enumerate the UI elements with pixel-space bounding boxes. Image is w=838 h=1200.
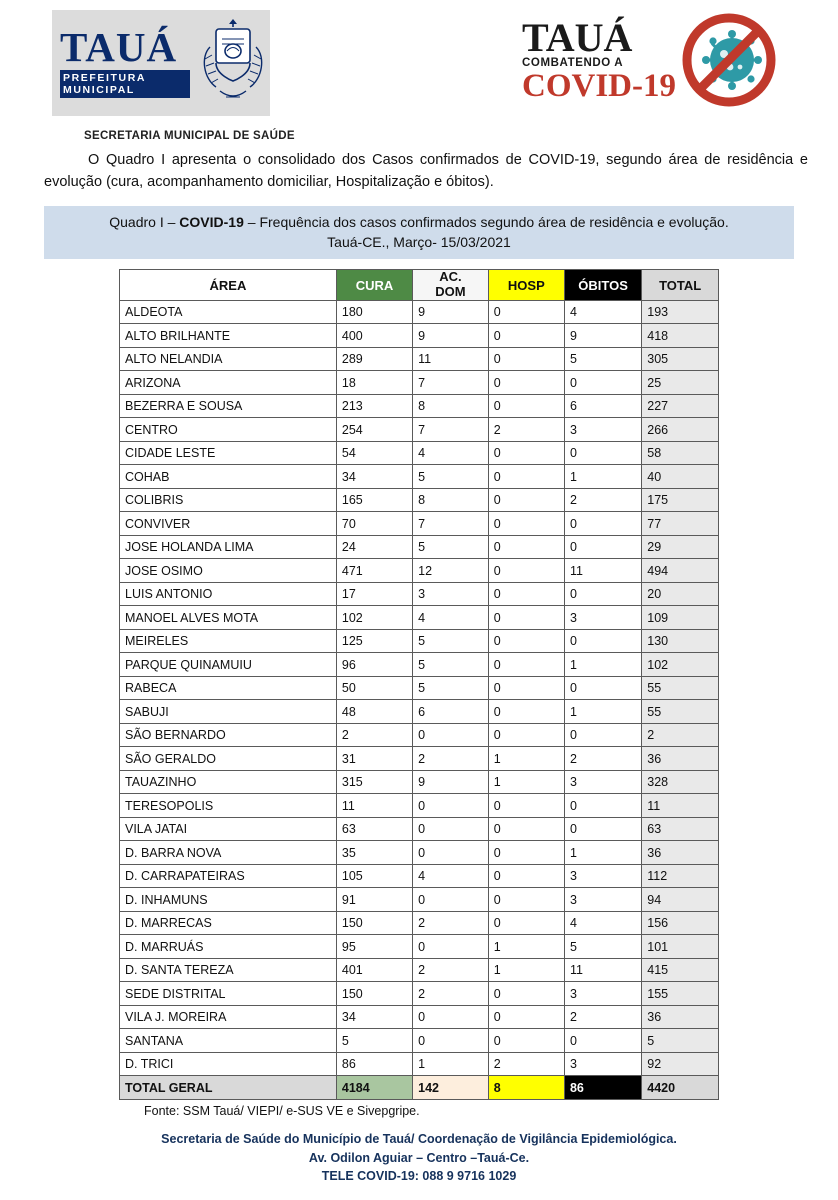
cell-value: 0	[488, 535, 564, 559]
cell-area: D. INHAMUNS	[120, 888, 337, 912]
cell-value: 1	[488, 935, 564, 959]
cell-value: 1	[488, 770, 564, 794]
table-row	[120, 935, 719, 959]
cell-value: 35	[336, 841, 412, 865]
cell-value: 95	[336, 935, 412, 959]
cell-value: 11	[642, 794, 719, 818]
cell-value: 40	[642, 465, 719, 489]
cell-value: 0	[488, 559, 564, 583]
document-footer	[26, 1130, 812, 1186]
cell-value: 0	[488, 347, 564, 371]
cell-value: 25	[642, 371, 719, 395]
cell-value: 0	[564, 817, 641, 841]
cell-value: 289	[336, 347, 412, 371]
total-row-value: 4184	[336, 1076, 412, 1100]
virus-prohibited-icon	[680, 12, 778, 110]
cell-area: ALTO NELANDIA	[120, 347, 337, 371]
cell-value: 2	[413, 982, 489, 1006]
cell-value: 36	[642, 841, 719, 865]
quadro-suffix: – Frequência dos casos confirmados segundo área de residência e evolução.	[243, 213, 729, 230]
cell-value: 11	[336, 794, 412, 818]
table-row	[120, 300, 719, 324]
cell-area: ALDEOTA	[120, 300, 337, 324]
cell-area: COHAB	[120, 465, 337, 489]
cell-value: 5	[413, 653, 489, 677]
cell-value: 34	[336, 1005, 412, 1029]
total-row-value: 4420	[642, 1076, 719, 1100]
cell-area: COLIBRIS	[120, 488, 337, 512]
prefeitura-logo-city: TAUÁ	[60, 24, 178, 71]
table-row	[120, 817, 719, 841]
cell-area: BEZERRA E SOUSA	[120, 394, 337, 418]
cell-value: 2	[336, 723, 412, 747]
intro-text: O Quadro I apresenta o consolidado dos Casos confirmados de COVID-19, segundo área de residência e evolução (cura, acompanhamento domiciliar, Hospitalização e óbitos).	[44, 152, 808, 190]
cell-value: 0	[564, 1029, 641, 1053]
cell-area: SABUJI	[120, 700, 337, 724]
cell-value: 125	[336, 629, 412, 653]
cell-value: 0	[564, 441, 641, 465]
cell-area: CENTRO	[120, 418, 337, 442]
cell-value: 0	[413, 1029, 489, 1053]
cell-value: 0	[488, 864, 564, 888]
cell-value: 175	[642, 488, 719, 512]
table-row	[120, 418, 719, 442]
cell-area: ALTO BRILHANTE	[120, 324, 337, 348]
cell-area: LUIS ANTONIO	[120, 582, 337, 606]
cell-area: MEIRELES	[120, 629, 337, 653]
table-row	[120, 606, 719, 630]
cell-value: 4	[413, 606, 489, 630]
cell-value: 31	[336, 747, 412, 771]
table-row	[120, 512, 719, 536]
cell-value: 11	[413, 347, 489, 371]
cell-value: 0	[564, 794, 641, 818]
table-row	[120, 371, 719, 395]
cell-area: SANTANA	[120, 1029, 337, 1053]
cell-value: 4	[564, 300, 641, 324]
table-row	[120, 1005, 719, 1029]
cell-value: 0	[488, 676, 564, 700]
table-row	[120, 982, 719, 1006]
cell-area: D. CARRAPATEIRAS	[120, 864, 337, 888]
cell-value: 494	[642, 559, 719, 583]
footer-line-1: Secretaria de Saúde do Município de Tauá/ Coordenação de Vigilância Epidemiológica.	[161, 1131, 677, 1146]
cell-area: SÃO GERALDO	[120, 747, 337, 771]
cell-value: 315	[336, 770, 412, 794]
cell-value: 18	[336, 371, 412, 395]
cell-value: 155	[642, 982, 719, 1006]
cell-value: 150	[336, 911, 412, 935]
table-row	[120, 1052, 719, 1076]
table-row	[120, 676, 719, 700]
cell-value: 0	[488, 888, 564, 912]
cell-value: 1	[564, 841, 641, 865]
cell-area: JOSE HOLANDA LIMA	[120, 535, 337, 559]
cell-value: 401	[336, 958, 412, 982]
cell-area: CIDADE LESTE	[120, 441, 337, 465]
table-row	[120, 841, 719, 865]
cell-area: SÃO BERNARDO	[120, 723, 337, 747]
cell-value: 227	[642, 394, 719, 418]
table-row	[120, 747, 719, 771]
cell-value: 11	[564, 559, 641, 583]
table-row	[120, 700, 719, 724]
cell-value: 0	[488, 441, 564, 465]
cell-value: 5	[413, 676, 489, 700]
total-row-value: 86	[564, 1076, 641, 1100]
cell-value: 5	[564, 347, 641, 371]
cell-value: 0	[488, 1029, 564, 1053]
cell-value: 0	[564, 512, 641, 536]
campaign-line3: COVID-19	[522, 68, 676, 104]
column-header-cura: CURA	[336, 270, 412, 301]
total-row-value: 8	[488, 1076, 564, 1100]
cell-value: 0	[413, 841, 489, 865]
cell-value: 70	[336, 512, 412, 536]
cell-value: 54	[336, 441, 412, 465]
cell-value: 58	[642, 441, 719, 465]
cell-value: 0	[488, 371, 564, 395]
cell-value: 36	[642, 1005, 719, 1029]
cell-area: MANOEL ALVES MOTA	[120, 606, 337, 630]
total-row-label: TOTAL GERAL	[120, 1076, 337, 1100]
table-row	[120, 770, 719, 794]
cell-value: 0	[413, 817, 489, 841]
cell-value: 0	[488, 582, 564, 606]
cell-value: 156	[642, 911, 719, 935]
cell-value: 3	[564, 982, 641, 1006]
cell-area: SEDE DISTRITAL	[120, 982, 337, 1006]
cell-value: 415	[642, 958, 719, 982]
cell-area: VILA J. MOREIRA	[120, 1005, 337, 1029]
cell-value: 165	[336, 488, 412, 512]
cell-value: 2	[564, 1005, 641, 1029]
table-row	[120, 864, 719, 888]
cell-value: 112	[642, 864, 719, 888]
cell-value: 0	[413, 935, 489, 959]
cell-value: 34	[336, 465, 412, 489]
cell-value: 48	[336, 700, 412, 724]
cell-value: 0	[413, 1005, 489, 1029]
cell-value: 150	[336, 982, 412, 1006]
cell-value: 5	[413, 465, 489, 489]
intro-paragraph	[44, 150, 808, 194]
cell-value: 0	[488, 911, 564, 935]
cell-value: 213	[336, 394, 412, 418]
quadro-prefix: Quadro I –	[109, 213, 180, 230]
footer-line-3: TELE COVID-19: 088 9 9716 1029	[321, 1169, 517, 1184]
cell-value: 8	[413, 488, 489, 512]
table-body	[120, 300, 719, 1099]
cell-value: 4	[564, 911, 641, 935]
table-row	[120, 465, 719, 489]
cell-value: 3	[564, 770, 641, 794]
covid-campaign-logo	[522, 10, 812, 122]
source-note: Fonte: SSM Tauá/ VIEPI/ e-SUS VE e Sivepgripe.	[144, 1103, 420, 1118]
cell-value: 94	[642, 888, 719, 912]
cell-value: 2	[413, 747, 489, 771]
cell-value: 0	[488, 606, 564, 630]
cell-value: 0	[488, 629, 564, 653]
cell-value: 4	[413, 441, 489, 465]
cell-value: 2	[642, 723, 719, 747]
cell-area: VILA JATAI	[120, 817, 337, 841]
campaign-city: TAUÁ	[522, 15, 633, 60]
cell-value: 3	[564, 864, 641, 888]
cell-value: 17	[336, 582, 412, 606]
cell-value: 266	[642, 418, 719, 442]
cell-value: 6	[413, 700, 489, 724]
column-header-area: ÁREA	[120, 270, 337, 301]
cell-value: 400	[336, 324, 412, 348]
cell-value: 36	[642, 747, 719, 771]
cell-value: 7	[413, 512, 489, 536]
cell-value: 0	[488, 841, 564, 865]
cell-value: 180	[336, 300, 412, 324]
table-row	[120, 394, 719, 418]
cell-value: 328	[642, 770, 719, 794]
cell-value: 0	[564, 629, 641, 653]
cell-value: 3	[564, 1052, 641, 1076]
cell-value: 24	[336, 535, 412, 559]
cell-value: 12	[413, 559, 489, 583]
cell-value: 9	[413, 324, 489, 348]
table-row	[120, 441, 719, 465]
quadro-strong: COVID-19	[179, 213, 244, 230]
cell-value: 2	[488, 1052, 564, 1076]
table-row	[120, 347, 719, 371]
cell-value: 0	[488, 465, 564, 489]
table-row	[120, 911, 719, 935]
coat-of-arms-icon	[196, 17, 270, 109]
cell-value: 55	[642, 700, 719, 724]
cell-value: 0	[488, 394, 564, 418]
cell-value: 92	[642, 1052, 719, 1076]
cell-value: 55	[642, 676, 719, 700]
table-row	[120, 535, 719, 559]
cell-value: 0	[488, 488, 564, 512]
cell-value: 1	[413, 1052, 489, 1076]
column-header-hosp: HOSP	[488, 270, 564, 301]
cell-value: 0	[413, 888, 489, 912]
cell-value: 0	[488, 794, 564, 818]
cell-value: 5	[413, 629, 489, 653]
cell-value: 130	[642, 629, 719, 653]
cell-area: D. BARRA NOVA	[120, 841, 337, 865]
cell-area: PARQUE QUINAMUIU	[120, 653, 337, 677]
cell-value: 63	[336, 817, 412, 841]
campaign-line2: COMBATENDO A	[522, 57, 624, 69]
table-header-row	[120, 270, 719, 301]
cell-value: 5	[336, 1029, 412, 1053]
cell-value: 305	[642, 347, 719, 371]
cell-value: 105	[336, 864, 412, 888]
cell-value: 1	[564, 465, 641, 489]
table-row	[120, 723, 719, 747]
cell-value: 0	[488, 982, 564, 1006]
cell-value: 3	[564, 418, 641, 442]
table-row	[120, 559, 719, 583]
footer-line-2: Av. Odilon Aguiar – Centro –Tauá-Ce.	[308, 1150, 530, 1165]
cell-value: 109	[642, 606, 719, 630]
table-row	[120, 1029, 719, 1053]
cell-value: 96	[336, 653, 412, 677]
prefeitura-logo	[52, 10, 270, 116]
cell-value: 0	[564, 582, 641, 606]
cell-value: 2	[564, 747, 641, 771]
cell-value: 0	[488, 300, 564, 324]
table-row	[120, 888, 719, 912]
cell-value: 3	[564, 888, 641, 912]
cell-value: 9	[564, 324, 641, 348]
cell-value: 101	[642, 935, 719, 959]
cell-value: 8	[413, 394, 489, 418]
cell-value: 9	[413, 300, 489, 324]
table-total-row	[120, 1076, 719, 1100]
cell-value: 2	[488, 418, 564, 442]
secretaria-label: SECRETARIA MUNICIPAL DE SAÚDE	[84, 130, 295, 142]
cell-value: 2	[413, 911, 489, 935]
cell-value: 20	[642, 582, 719, 606]
quadro-line2: Tauá-CE., Março- 15/03/2021	[327, 233, 511, 250]
quadro-caption	[44, 206, 794, 260]
cell-value: 29	[642, 535, 719, 559]
table-head	[120, 270, 719, 301]
table-row	[120, 629, 719, 653]
cell-value: 1	[488, 747, 564, 771]
cell-value: 7	[413, 371, 489, 395]
cell-value: 0	[488, 700, 564, 724]
cell-value: 0	[564, 371, 641, 395]
cell-value: 3	[413, 582, 489, 606]
cell-value: 0	[488, 653, 564, 677]
cell-area: ARIZONA	[120, 371, 337, 395]
cell-area: D. SANTA TEREZA	[120, 958, 337, 982]
cell-value: 1	[564, 700, 641, 724]
cell-value: 50	[336, 676, 412, 700]
document-header	[26, 10, 812, 128]
cell-value: 471	[336, 559, 412, 583]
cell-area: JOSE OSIMO	[120, 559, 337, 583]
table-row	[120, 582, 719, 606]
cell-value: 2	[413, 958, 489, 982]
table-row	[120, 958, 719, 982]
cell-value: 2	[564, 488, 641, 512]
table-row	[120, 794, 719, 818]
cell-value: 6	[564, 394, 641, 418]
table-row	[120, 324, 719, 348]
cell-value: 1	[488, 958, 564, 982]
total-row-value: 142	[413, 1076, 489, 1100]
cell-value: 0	[413, 723, 489, 747]
cell-value: 254	[336, 418, 412, 442]
cell-value: 9	[413, 770, 489, 794]
prefeitura-logo-subtitle: PREFEITURA MUNICIPAL	[60, 70, 190, 98]
cell-area: RABECA	[120, 676, 337, 700]
cell-value: 0	[564, 676, 641, 700]
cell-value: 4	[413, 864, 489, 888]
column-header-ac-dom: AC. DOM	[413, 270, 489, 301]
cell-value: 0	[488, 817, 564, 841]
cell-value: 418	[642, 324, 719, 348]
cell-area: TAUAZINHO	[120, 770, 337, 794]
table-row	[120, 653, 719, 677]
cell-value: 193	[642, 300, 719, 324]
table-row	[120, 488, 719, 512]
cell-area: D. MARRUÁS	[120, 935, 337, 959]
cell-value: 86	[336, 1052, 412, 1076]
cell-value: 1	[564, 653, 641, 677]
cell-value: 0	[488, 1005, 564, 1029]
cell-value: 7	[413, 418, 489, 442]
cell-value: 0	[413, 794, 489, 818]
cell-value: 0	[564, 723, 641, 747]
covid-cases-table	[119, 269, 719, 1100]
cell-area: D. TRICI	[120, 1052, 337, 1076]
column-header-total: TOTAL	[642, 270, 719, 301]
cell-value: 5	[642, 1029, 719, 1053]
cell-value: 0	[488, 512, 564, 536]
cell-value: 91	[336, 888, 412, 912]
cell-area: TERESOPOLIS	[120, 794, 337, 818]
cell-value: 102	[336, 606, 412, 630]
cell-area: CONVIVER	[120, 512, 337, 536]
cell-value: 11	[564, 958, 641, 982]
cell-value: 0	[488, 324, 564, 348]
cell-value: 0	[564, 535, 641, 559]
cell-value: 0	[488, 723, 564, 747]
cell-value: 5	[564, 935, 641, 959]
cell-value: 102	[642, 653, 719, 677]
cell-value: 77	[642, 512, 719, 536]
cell-value: 3	[564, 606, 641, 630]
cell-value: 63	[642, 817, 719, 841]
column-header-obitos: ÓBITOS	[564, 270, 641, 301]
cell-area: D. MARRECAS	[120, 911, 337, 935]
cell-value: 5	[413, 535, 489, 559]
